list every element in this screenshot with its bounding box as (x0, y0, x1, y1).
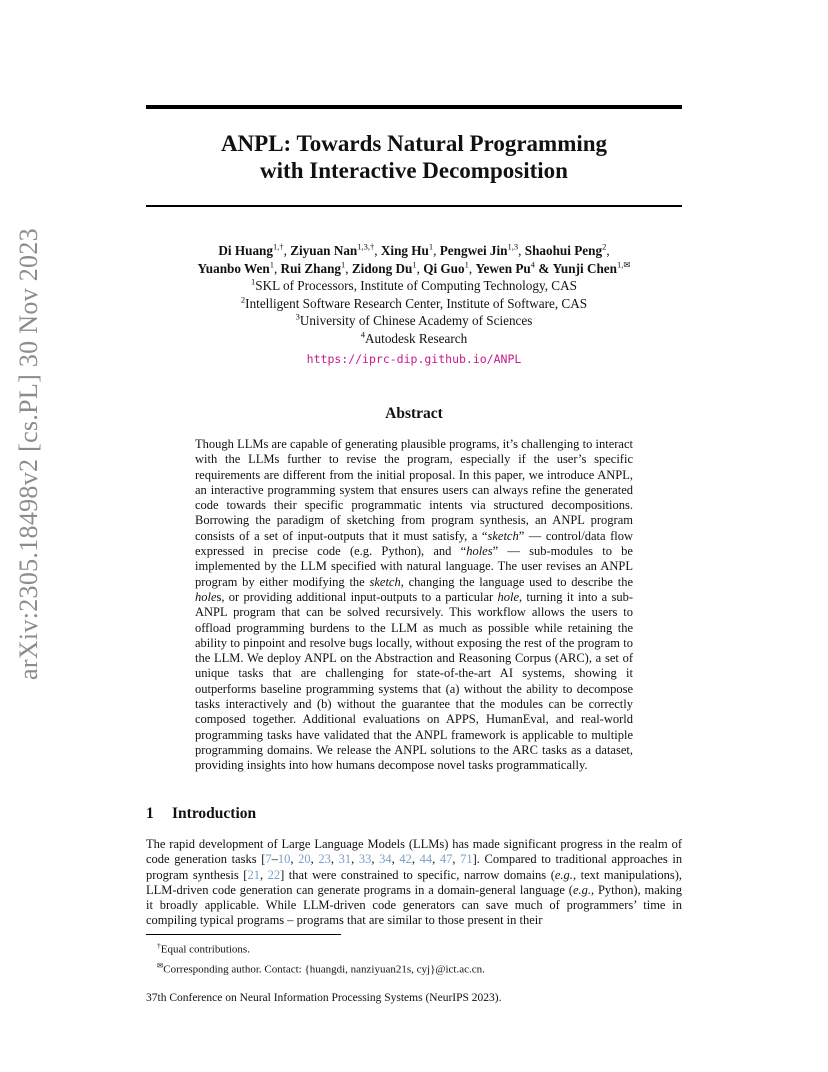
citation-link[interactable]: 42 (399, 852, 412, 867)
author-name: Yunji Chen (552, 260, 617, 276)
author-name: Xing Hu (380, 243, 429, 258)
author-name: Qi Guo (423, 260, 465, 276)
citation-link[interactable]: 47 (439, 852, 453, 867)
title-bottom-rule (146, 205, 682, 207)
author-line-1: Di Huang$^{1,\dagger}$, Ziyuan Nan$^{1,3,\dagger}$, Xing Hu$^1$, Pengwei Jin$^{1,3}$, Shaohui Peng$^2$, (218, 241, 610, 258)
project-url-link[interactable]: https://iprc-dip.github.io/ANPL (306, 352, 522, 366)
section-number: 1 (146, 805, 154, 822)
affiliation-4: $^4$Autodesk Research (360, 329, 468, 346)
author-line-2: Yuanbo Wen$^1$, Rui Zhang$^1$, Zidong Du$^1$, Qi Guo$^1$, Yewen Pu$^4$ & Yunji Chen$^{1,✉}$ (197, 259, 631, 276)
citation-link[interactable]: 21 (247, 867, 260, 882)
author-name: Zidong Du (351, 260, 413, 276)
paper-title (146, 130, 682, 184)
footnote-rule (146, 934, 341, 935)
citation-link[interactable]: 33 (358, 852, 372, 867)
footnotes (157, 938, 485, 977)
affiliation-1: $^1$SKL of Processors, Institute of Computing Technology, CAS (251, 276, 577, 293)
author-name: Ziyuan Nan (290, 243, 358, 258)
author-name: Rui Zhang (280, 260, 342, 276)
author-ampersand: & (538, 260, 550, 276)
author-name: Shaohui Peng (524, 243, 603, 258)
citation-link[interactable]: 34 (379, 852, 392, 867)
citation-link[interactable]: 20 (298, 852, 311, 867)
citation-link[interactable]: 23 (318, 852, 331, 867)
citation-link[interactable]: 10 (277, 852, 291, 867)
conference-venue: 37th Conference on Neural Information Processing Systems (NeurIPS 2023). (146, 992, 502, 1004)
citation-link[interactable]: 44 (419, 852, 433, 867)
title-line-2: with Interactive Decomposition (260, 158, 568, 183)
footnote-corresponding-author: ✉Corresponding author. Contact: {huangdi, nanziyuan21s, cyj}@ict.ac.cn. (157, 960, 485, 976)
affiliation-3: $^3$University of Chinese Academy of Sciences (295, 311, 533, 328)
citation-link[interactable]: 71 (460, 852, 473, 867)
author-name: Di Huang (218, 243, 273, 258)
title-line-1: ANPL: Towards Natural Programming (220, 131, 608, 156)
section-heading-introduction (146, 805, 256, 823)
author-name: Yuanbo Wen (197, 260, 270, 276)
footnote-equal-contribution: †Equal contributions. (157, 941, 250, 956)
citation-link[interactable]: 22 (267, 867, 281, 882)
author-name: Pengwei Jin (439, 243, 508, 258)
author-name: Yewen Pu (475, 260, 531, 276)
abstract-heading: Abstract (385, 405, 443, 422)
author-block (146, 242, 682, 347)
arxiv-identifier: arXiv:2305.18498v2 [cs.PL] 30 Nov 2023 (14, 228, 43, 680)
citation-link[interactable]: 7 (265, 852, 272, 867)
section-title: Introduction (172, 805, 257, 822)
abstract-body: Though LLMs are capable of generating plausible programs, it’s challenging to interact with the LLMs further to revise the program, especially if the user’s specific requirements are different from the initial proposal. In this paper, we introduce ANPL, an interactive programming system that ensures users can always refine the generated code towards their specific programmatic intents via structured decompositions. Borrowing the paradigm of sketching from program synthesis, an ANPL program consists of a set of input-outputs that it must satisfy, a “sketch” — control/data flow expressed in precise code (e.g. Python), and “holes” — sub-modules to be implemented by the LLM specified with natural language. The user revises an ANPL program by either modifying the sketch, changing the language used to describe the holes, or providing additional input-outputs to a particular hole, turning it into a sub-ANPL program that can be solved recursively. This workflow allows the users to offload programming burdens to the LLM as much as possible while retaining the ability to pinpoint and resolve bugs locally, without exposing the rest of the program to the LLM. We deploy ANPL on the Abstraction and Reasoning Corpus (ARC), a set of unique tasks that are challenging for state-of-the-art AI systems, showing it outperforms baseline programming systems that (a) without the ability to decompose tasks interactively and (b) without the guarantee that the modules can be correctly composed together. Additional evaluations on APPS, HumanEval, and real-world programming tasks have validated that the ANPL framework is applicable to multiple programming domains. We release the ANPL solutions to the ARC tasks as a dataset, providing insights into how humans decompose novel tasks programmatically. (195, 437, 634, 773)
introduction-paragraph: The rapid development of Large Language Models (LLMs) has made significant progress in the realm of code generation tasks [7–10, 20, 23, 31, 33, 34, 42, 44, 47, 71]. Compared to traditional approaches in program synthesis [21, 22] that were constrained to specific, narrow domains (e.g., text manipulations), LLM-driven code generation can generate programs in a domain-general language (e.g., Python), making it broadly applicable. While LLM-driven code generators can save much of programmers’ time in compiling typical programs – programs that are similar to those present in their (146, 837, 683, 928)
affiliation-2: $^2$Intelligent Software Research Center, Institute of Software, CAS (240, 294, 588, 311)
citation-link[interactable]: 31 (338, 852, 352, 867)
title-top-rule (146, 105, 682, 109)
